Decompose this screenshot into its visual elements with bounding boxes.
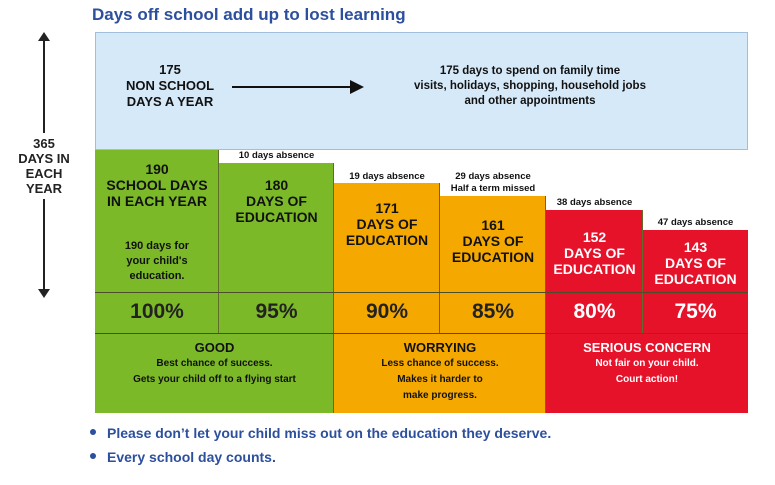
category-description: Best chance of success. Gets your child off to a flying start xyxy=(133,358,296,385)
percent-row-top-line xyxy=(95,292,748,293)
non-school-line: NON SCHOOL xyxy=(125,78,215,93)
days-in-year-label: 365 DAYS IN EACH YEAR xyxy=(4,133,84,199)
column-head: 180 DAYS OF EDUCATION xyxy=(235,177,318,225)
page-title: Days off school add up to lost learning xyxy=(92,5,406,24)
category-description: Less chance of success. Makes it harder to make progress. xyxy=(381,358,499,401)
non-school-days-label xyxy=(100,62,240,110)
family-line: visits, holidays, shopping, household jobs xyxy=(414,80,646,92)
column-note: 190 days for your child's education. xyxy=(124,240,190,282)
column-head: 161 DAYS OF EDUCATION xyxy=(451,217,535,265)
percent-value: 75% xyxy=(674,300,717,323)
category-title: SERIOUS CONCERN xyxy=(583,340,711,355)
family-line: and other appointments xyxy=(464,95,596,107)
absence-label: 19 days absence xyxy=(334,171,440,183)
right-arrow-icon xyxy=(350,80,364,94)
bullet-text: Please don’t let your child miss out on the education they deserve. xyxy=(107,425,552,441)
up-arrow-icon xyxy=(38,32,50,41)
family-line: 175 days to spend on family time xyxy=(439,65,621,77)
absence-label: 29 days absence xyxy=(440,171,546,183)
column-head: 190 SCHOOL DAYS IN EACH YEAR xyxy=(106,161,208,209)
half-term-label: Half a term missed xyxy=(440,183,546,195)
bullet-text: Every school day counts. xyxy=(107,449,276,465)
column-head: 171 DAYS OF EDUCATION xyxy=(345,200,429,248)
category-description: Not fair on your child. Court action! xyxy=(595,358,699,385)
bullet-item xyxy=(90,425,551,441)
right-arrow-line xyxy=(232,86,352,88)
bullet-icon xyxy=(90,429,96,435)
non-school-count: 175 xyxy=(159,62,181,77)
bullet-item xyxy=(90,449,276,465)
family-time-text xyxy=(380,64,680,109)
percent-value: 90% xyxy=(365,300,409,323)
percent-value: 85% xyxy=(471,300,515,323)
absence-label: 38 days absence xyxy=(546,197,643,209)
down-arrow-icon xyxy=(38,289,50,298)
percent-value: 95% xyxy=(255,300,298,323)
absence-label: 47 days absence xyxy=(643,217,748,229)
absence-label: 10 days absence xyxy=(219,150,334,162)
category-title: WORRYING xyxy=(403,340,477,355)
column-head: 152 DAYS OF EDUCATION xyxy=(553,229,636,277)
category-title: GOOD xyxy=(194,340,235,355)
percent-value: 80% xyxy=(573,300,616,323)
non-school-line: DAYS A YEAR xyxy=(126,94,214,109)
bullet-icon xyxy=(90,453,96,459)
column-head: 143 DAYS OF EDUCATION xyxy=(654,239,737,287)
percent-value: 100% xyxy=(130,300,184,323)
